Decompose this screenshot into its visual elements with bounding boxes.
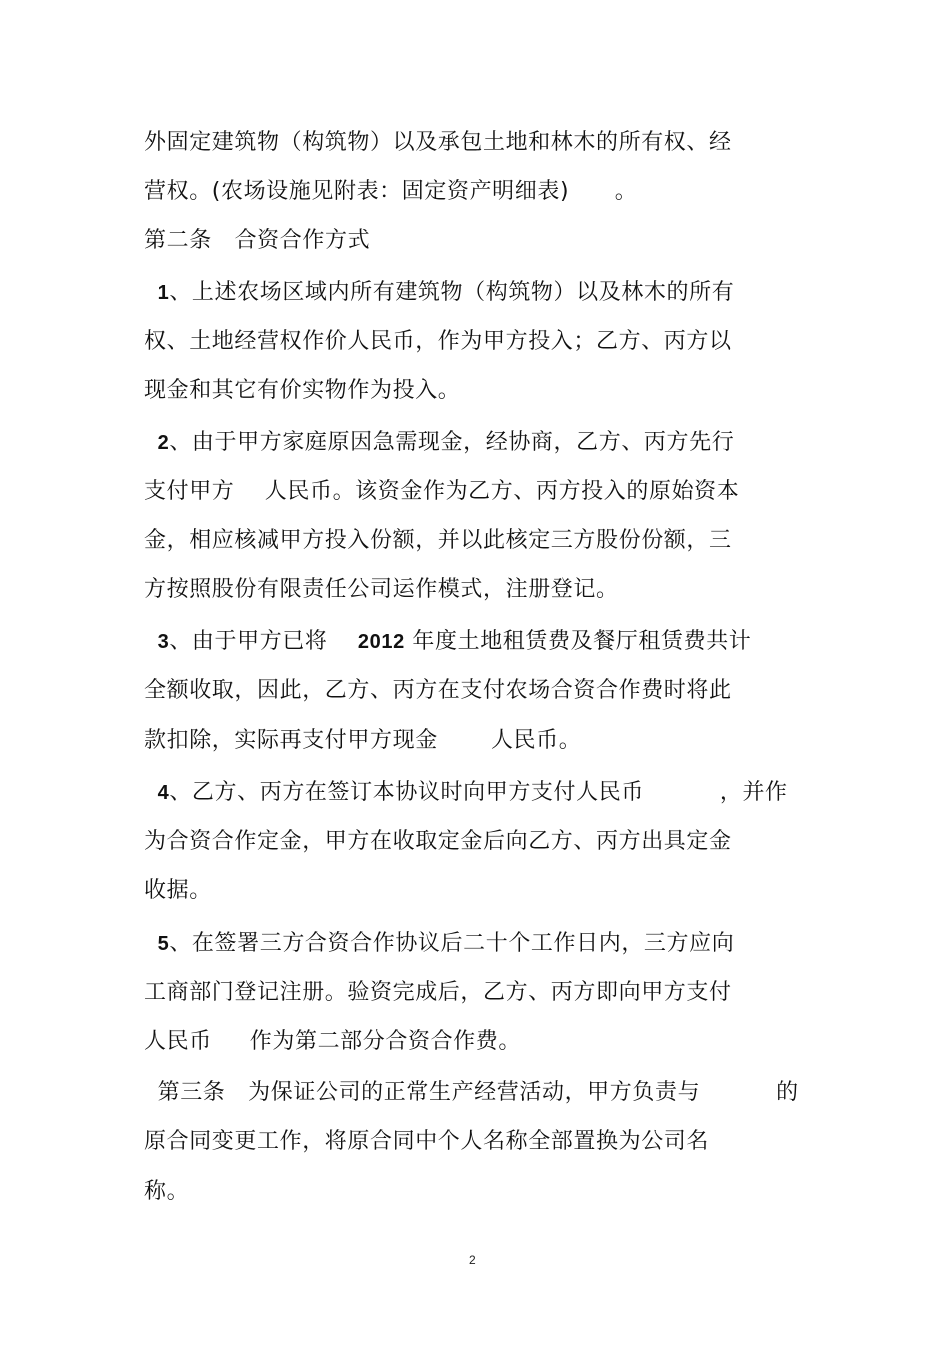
clause-line: 1、上述农场区域内所有建筑物（构筑物）以及林木的所有 [157,280,735,305]
text-line: 支付甲方 人民币。该资金作为乙方、丙方投入的原始资本 [144,479,740,504]
page-number: 2 [469,1253,476,1267]
text-line: 称。 [144,1179,190,1204]
text-line: 款扣除，实际再支付甲方现金 人民币。 [144,728,582,753]
clause-line: 5、在签署三方合资合作协议后二十个工作日内，三方应向 [157,931,735,956]
clause-number: 3 [157,631,170,653]
text-line: 金，相应核减甲方投入份额，并以此核定三方股份份额，三 [144,528,732,553]
clause-number: 2 [157,432,170,454]
clause-number: 1 [157,282,170,304]
year-value: 2012 [357,631,405,653]
clause-number: 5 [157,933,170,955]
text-line: 收据。 [144,878,212,903]
text-line: 外固定建筑物（构筑物）以及承包土地和林木的所有权、经 [144,130,732,155]
text-line: 现金和其它有价实物作为投入。 [144,378,461,403]
text-line: 方按照股份有限责任公司运作模式，注册登记。 [144,577,619,602]
text-line: 人民币 作为第二部分合资合作费。 [144,1029,521,1054]
clause-number: 4 [157,782,170,804]
text-line: 权、土地经营权作价人民币，作为甲方投入；乙方、丙方以 [144,329,732,354]
clause-line: 3、由于甲方已将 2012 年度土地租赁费及餐厅租赁费共计 [157,629,752,654]
article-heading: 第三条 为保证公司的正常生产经营活动，甲方负责与 的 [157,1080,799,1105]
clause-line: 2、由于甲方家庭原因急需现金，经协商，乙方、丙方先行 [157,430,735,455]
text-line: 为合资合作定金，甲方在收取定金后向乙方、丙方出具定金 [144,829,732,854]
text-line: 全额收取，因此，乙方、丙方在支付农场合资合作费时将此 [144,678,732,703]
text-line: 原合同变更工作，将原合同中个人名称全部置换为公司名 [144,1129,710,1154]
article-heading: 第二条 合资合作方式 [144,228,371,253]
text-line: 营权。(农场设施见附表：固定资产明细表) 。 [144,179,638,204]
text-line: 工商部门登记注册。验资完成后，乙方、丙方即向甲方支付 [144,980,732,1005]
clause-line: 4、乙方、丙方在签订本协议时向甲方支付人民币 ，并作 [157,780,788,805]
